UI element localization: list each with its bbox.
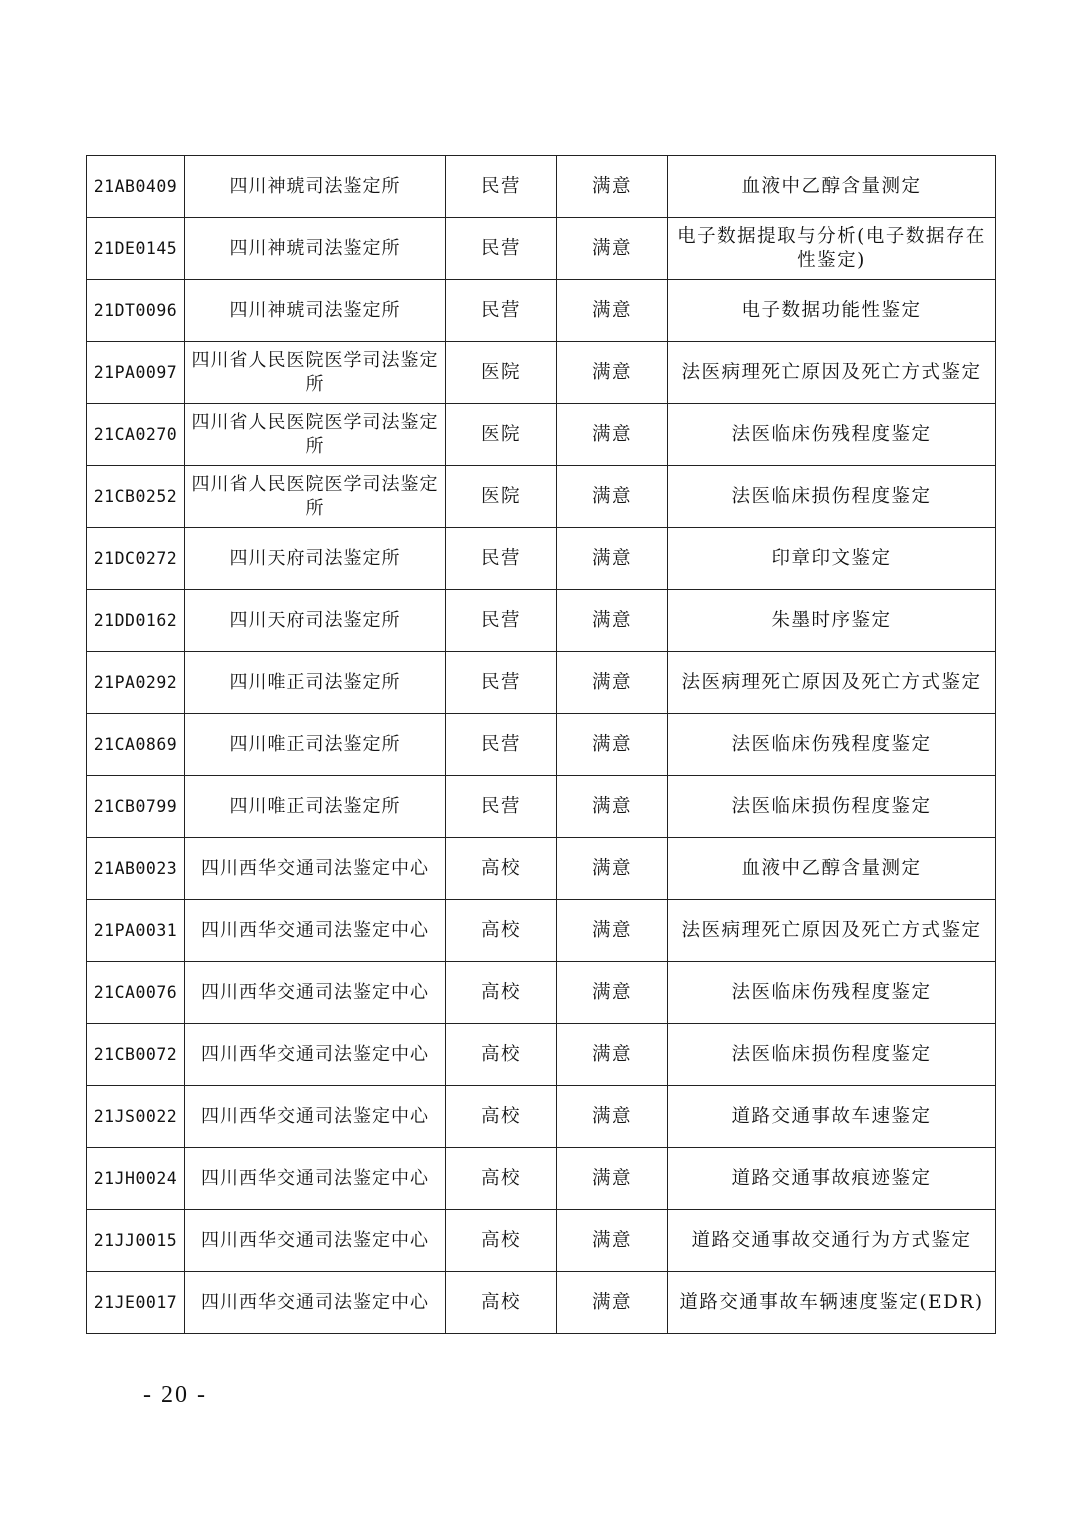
type-cell: 高校	[446, 1086, 557, 1148]
type-cell: 民营	[446, 590, 557, 652]
institution-cell: 四川西华交通司法鉴定中心	[185, 1210, 446, 1272]
code-cell: 21JE0017	[87, 1272, 185, 1334]
item-cell: 法医临床伤残程度鉴定	[668, 962, 996, 1024]
table-row	[87, 1086, 996, 1148]
table-row	[87, 1210, 996, 1272]
institution-cell: 四川省人民医院医学司法鉴定所	[185, 342, 446, 404]
code-cell: 21PA0292	[87, 652, 185, 714]
code-cell: 21CA0270	[87, 404, 185, 466]
institution-cell: 四川西华交通司法鉴定中心	[185, 838, 446, 900]
result-cell: 满意	[557, 528, 668, 590]
result-cell: 满意	[557, 838, 668, 900]
code-cell: 21JH0024	[87, 1148, 185, 1210]
institution-cell: 四川省人民医院医学司法鉴定所	[185, 466, 446, 528]
code-cell: 21PA0097	[87, 342, 185, 404]
item-cell: 道路交通事故痕迹鉴定	[668, 1148, 996, 1210]
type-cell: 民营	[446, 652, 557, 714]
results-table-body	[87, 156, 996, 1334]
institution-cell: 四川省人民医院医学司法鉴定所	[185, 404, 446, 466]
item-cell: 血液中乙醇含量测定	[668, 156, 996, 218]
item-cell: 法医临床伤残程度鉴定	[668, 714, 996, 776]
table-row	[87, 528, 996, 590]
type-cell: 民营	[446, 280, 557, 342]
table-row	[87, 652, 996, 714]
result-cell: 满意	[557, 404, 668, 466]
results-table	[86, 155, 996, 1334]
type-cell: 高校	[446, 1148, 557, 1210]
institution-cell: 四川唯正司法鉴定所	[185, 652, 446, 714]
item-cell: 法医病理死亡原因及死亡方式鉴定	[668, 900, 996, 962]
institution-cell: 四川神琥司法鉴定所	[185, 156, 446, 218]
table-row	[87, 1024, 996, 1086]
institution-cell: 四川西华交通司法鉴定中心	[185, 1024, 446, 1086]
table-row	[87, 280, 996, 342]
result-cell: 满意	[557, 466, 668, 528]
table-row	[87, 962, 996, 1024]
code-cell: 21JJ0015	[87, 1210, 185, 1272]
item-cell: 法医临床伤残程度鉴定	[668, 404, 996, 466]
institution-cell: 四川西华交通司法鉴定中心	[185, 962, 446, 1024]
result-cell: 满意	[557, 1086, 668, 1148]
table-row	[87, 776, 996, 838]
type-cell: 民营	[446, 714, 557, 776]
table-row	[87, 900, 996, 962]
institution-cell: 四川唯正司法鉴定所	[185, 714, 446, 776]
code-cell: 21CB0072	[87, 1024, 185, 1086]
item-cell: 法医临床损伤程度鉴定	[668, 776, 996, 838]
type-cell: 民营	[446, 156, 557, 218]
institution-cell: 四川神琥司法鉴定所	[185, 218, 446, 280]
item-cell: 道路交通事故车辆速度鉴定(EDR)	[668, 1272, 996, 1334]
item-cell: 法医病理死亡原因及死亡方式鉴定	[668, 342, 996, 404]
type-cell: 高校	[446, 1272, 557, 1334]
institution-cell: 四川唯正司法鉴定所	[185, 776, 446, 838]
result-cell: 满意	[557, 652, 668, 714]
type-cell: 民营	[446, 218, 557, 280]
code-cell: 21DE0145	[87, 218, 185, 280]
type-cell: 高校	[446, 962, 557, 1024]
type-cell: 高校	[446, 838, 557, 900]
item-cell: 道路交通事故交通行为方式鉴定	[668, 1210, 996, 1272]
result-cell: 满意	[557, 1148, 668, 1210]
table-row	[87, 156, 996, 218]
table-row	[87, 714, 996, 776]
result-cell: 满意	[557, 962, 668, 1024]
institution-cell: 四川天府司法鉴定所	[185, 528, 446, 590]
type-cell: 医院	[446, 342, 557, 404]
code-cell: 21DD0162	[87, 590, 185, 652]
item-cell: 朱墨时序鉴定	[668, 590, 996, 652]
type-cell: 高校	[446, 900, 557, 962]
institution-cell: 四川西华交通司法鉴定中心	[185, 1148, 446, 1210]
table-row	[87, 466, 996, 528]
table-row	[87, 342, 996, 404]
table-row	[87, 590, 996, 652]
result-cell: 满意	[557, 776, 668, 838]
institution-cell: 四川天府司法鉴定所	[185, 590, 446, 652]
code-cell: 21AB0409	[87, 156, 185, 218]
table-row	[87, 1272, 996, 1334]
result-cell: 满意	[557, 590, 668, 652]
code-cell: 21CA0076	[87, 962, 185, 1024]
result-cell: 满意	[557, 1272, 668, 1334]
item-cell: 道路交通事故车速鉴定	[668, 1086, 996, 1148]
institution-cell: 四川神琥司法鉴定所	[185, 280, 446, 342]
item-cell: 法医临床损伤程度鉴定	[668, 1024, 996, 1086]
item-cell: 法医病理死亡原因及死亡方式鉴定	[668, 652, 996, 714]
result-cell: 满意	[557, 1210, 668, 1272]
item-cell: 电子数据功能性鉴定	[668, 280, 996, 342]
code-cell: 21CB0799	[87, 776, 185, 838]
result-cell: 满意	[557, 342, 668, 404]
type-cell: 高校	[446, 1024, 557, 1086]
result-cell: 满意	[557, 280, 668, 342]
type-cell: 民营	[446, 776, 557, 838]
code-cell: 21JS0022	[87, 1086, 185, 1148]
result-cell: 满意	[557, 900, 668, 962]
item-cell: 法医临床损伤程度鉴定	[668, 466, 996, 528]
code-cell: 21DC0272	[87, 528, 185, 590]
result-cell: 满意	[557, 218, 668, 280]
table-row	[87, 838, 996, 900]
code-cell: 21CA0869	[87, 714, 185, 776]
table-row	[87, 218, 996, 280]
item-cell: 电子数据提取与分析(电子数据存在性鉴定)	[668, 218, 996, 280]
institution-cell: 四川西华交通司法鉴定中心	[185, 1272, 446, 1334]
item-cell: 血液中乙醇含量测定	[668, 838, 996, 900]
table-row	[87, 1148, 996, 1210]
table-row	[87, 404, 996, 466]
code-cell: 21CB0252	[87, 466, 185, 528]
type-cell: 医院	[446, 466, 557, 528]
code-cell: 21DT0096	[87, 280, 185, 342]
type-cell: 医院	[446, 404, 557, 466]
result-cell: 满意	[557, 714, 668, 776]
type-cell: 高校	[446, 1210, 557, 1272]
institution-cell: 四川西华交通司法鉴定中心	[185, 900, 446, 962]
page-number: - 20 -	[143, 1382, 207, 1408]
type-cell: 民营	[446, 528, 557, 590]
result-cell: 满意	[557, 1024, 668, 1086]
institution-cell: 四川西华交通司法鉴定中心	[185, 1086, 446, 1148]
code-cell: 21AB0023	[87, 838, 185, 900]
item-cell: 印章印文鉴定	[668, 528, 996, 590]
code-cell: 21PA0031	[87, 900, 185, 962]
result-cell: 满意	[557, 156, 668, 218]
